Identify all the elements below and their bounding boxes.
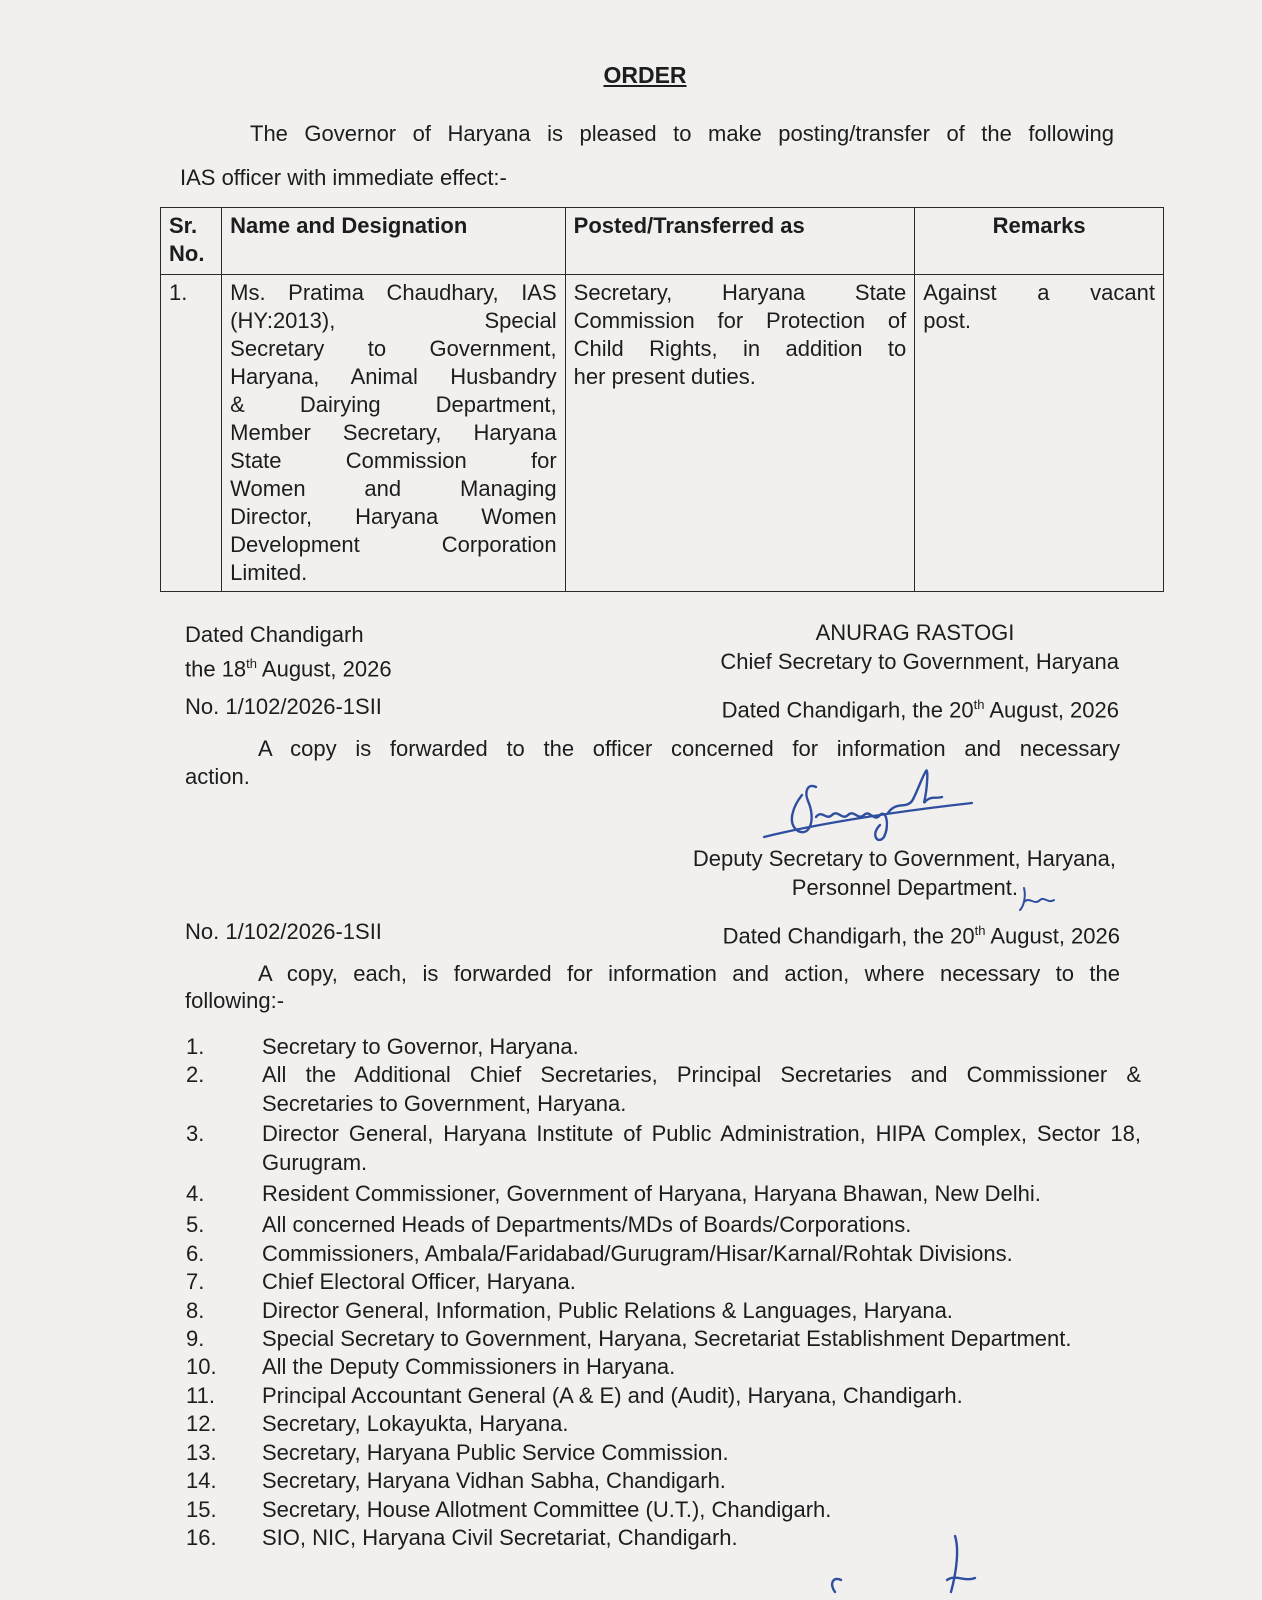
list-item: 6. Commissioners, Ambala/Faridabad/Gurugram/Hisar/Karnal/Rohtak Divisions. bbox=[186, 1240, 1013, 1266]
list-item: 16. SIO, NIC, Haryana Civil Secretariat, Chandigarh. bbox=[186, 1524, 738, 1550]
list-item: 7. Chief Electoral Officer, Haryana. bbox=[186, 1269, 576, 1295]
intro-line-2: IAS officer with immediate effect:- bbox=[180, 165, 507, 190]
deputy-secretary-designation: Deputy Secretary to Government, Haryana, bbox=[692, 846, 1116, 871]
table-header-row bbox=[161, 208, 1164, 275]
header-posted-transferred: Posted/Transferred as bbox=[565, 208, 915, 275]
list-item: 14. Secretary, Haryana Vidhan Sabha, Chandigarh. bbox=[186, 1468, 726, 1494]
initials-mark bbox=[1018, 884, 1058, 914]
intro-line-1: The Governor of Haryana is pleased to make posting/transfer of the following bbox=[250, 121, 1114, 146]
cell-posted-transferred: Secretary, Haryana State Commission for Protection of Child Rights, in addition to her present duties. bbox=[565, 275, 915, 592]
endorsement-2-body-line-1: A copy, each, is forwarded for information and action, where necessary to the bbox=[258, 961, 1120, 986]
cell-name-designation: Ms. Pratima Chaudhary, IAS (HY:2013), Special Secretary to Government, Haryana, Animal Husbandry & Dairying Department, Member Secretary, Haryana State Commission for Women and Managing Director, Haryana Women Development Corporation Limited. bbox=[222, 275, 566, 592]
signatory-designation: Chief Secretary to Government, Haryana bbox=[720, 649, 1119, 674]
header-sr-no: Sr. No. bbox=[161, 208, 222, 275]
header-name-designation: Name and Designation bbox=[222, 208, 566, 275]
posting-table bbox=[160, 207, 1164, 592]
endorsement-1-body-line-1: A copy is forwarded to the officer concerned for information and necessary bbox=[258, 736, 1120, 761]
order-date: the 18th August, 2026 bbox=[185, 656, 392, 682]
bottom-signature-fragment bbox=[815, 1530, 985, 1600]
deputy-secretary-department: Personnel Department. bbox=[791, 875, 1018, 900]
endorsement-2-body-line-2: following:- bbox=[185, 988, 285, 1013]
list-item: 12. Secretary, Lokayukta, Haryana. bbox=[186, 1411, 569, 1437]
list-item: 15. Secretary, House Allotment Committee (U.T.), Chandigarh. bbox=[186, 1496, 832, 1522]
header-remarks: Remarks bbox=[915, 208, 1164, 275]
list-item: 3. Director General, Haryana Institute of Public Administration, HIPA Complex, Sector 18, Gurugram. bbox=[186, 1121, 1141, 1175]
table-row bbox=[161, 275, 1164, 592]
signatory-name: ANURAG RASTOGI bbox=[815, 620, 1015, 645]
list-item: 10. All the Deputy Commissioners in Haryana. bbox=[186, 1354, 676, 1380]
list-item: 9. Special Secretary to Government, Haryana, Secretariat Establishment Department. bbox=[186, 1326, 1072, 1352]
endorsement-1-number: No. 1/102/2026-1SII bbox=[185, 694, 382, 719]
list-item: 2. All the Additional Chief Secretaries, Principal Secretaries and Commissioner & Secretaries to Government, Haryana. bbox=[186, 1062, 1141, 1116]
list-item: 8. Director General, Information, Public Relations & Languages, Haryana. bbox=[186, 1297, 953, 1323]
list-item: 5. All concerned Heads of Departments/MDs of Boards/Corporations. bbox=[186, 1212, 912, 1238]
order-date-place: Dated Chandigarh bbox=[185, 622, 364, 647]
endorsement-1-date: Dated Chandigarh, the 20th August, 2026 bbox=[721, 697, 1119, 723]
endorsement-2-number: No. 1/102/2026-1SII bbox=[185, 919, 382, 944]
endorsement-1-body-line-2: action. bbox=[185, 764, 250, 789]
list-item: 1. Secretary to Governor, Haryana. bbox=[186, 1034, 579, 1059]
deputy-secretary-signature bbox=[760, 765, 1000, 855]
cell-remarks: Against a vacant post. bbox=[915, 275, 1164, 592]
cell-sr: 1. bbox=[161, 275, 222, 592]
order-title: ORDER bbox=[603, 62, 687, 88]
endorsement-2-date: Dated Chandigarh, the 20th August, 2026 bbox=[722, 923, 1120, 949]
recipients-list bbox=[186, 1033, 1141, 1552]
list-item: 4. Resident Commissioner, Government of Haryana, Haryana Bhawan, New Delhi. bbox=[186, 1181, 1041, 1207]
list-item: 13. Secretary, Haryana Public Service Commission. bbox=[186, 1439, 729, 1465]
list-item: 11. Principal Accountant General (A & E) and (Audit), Haryana, Chandigarh. bbox=[186, 1382, 963, 1408]
